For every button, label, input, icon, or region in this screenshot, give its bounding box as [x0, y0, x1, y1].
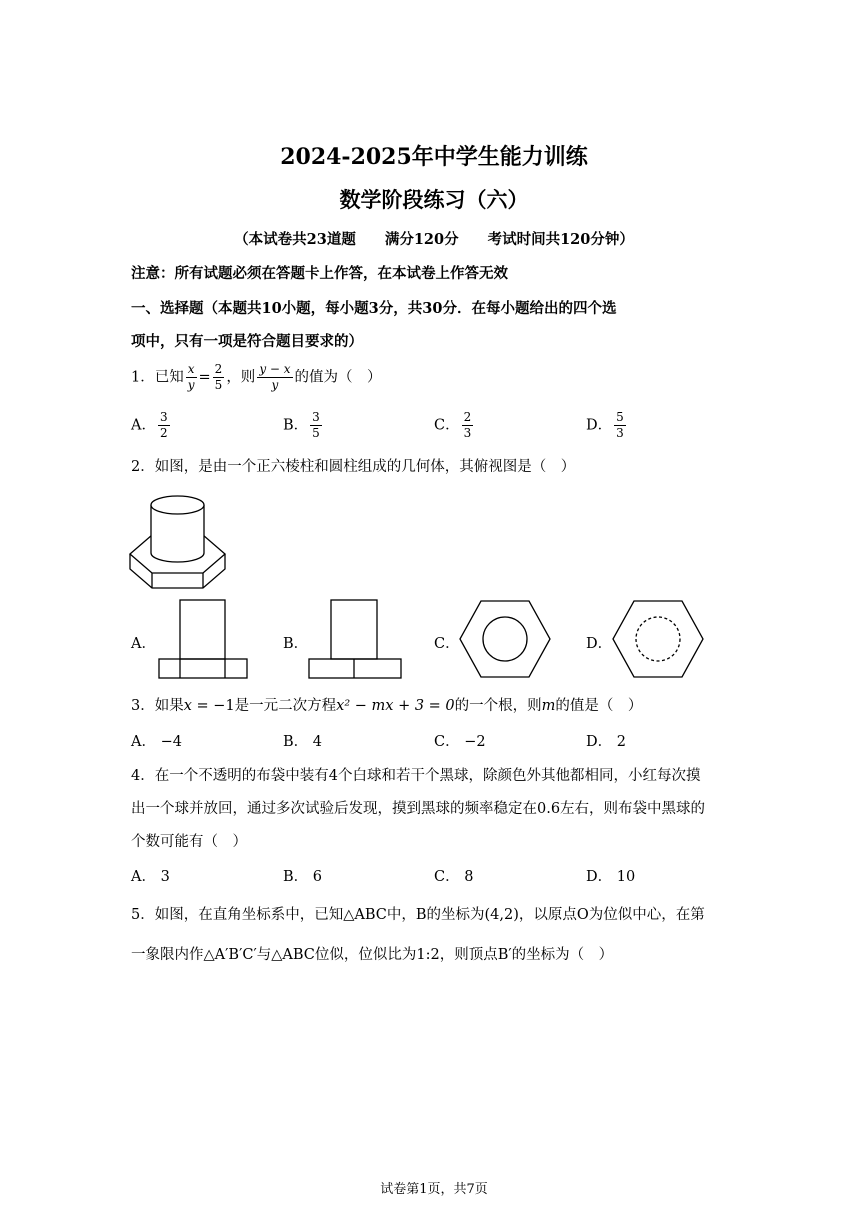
q1-option-c-label: C． [434, 417, 460, 434]
question-3 [131, 694, 642, 715]
q3-var-x: x [183, 698, 192, 714]
section-heading-line1: 一、选择题（本题共10小题，每小题3分，共30分．在每小题给出的四个选 [131, 300, 617, 317]
exam-subtitle: 数学阶段练习（六） [339, 187, 529, 212]
q1-mid: ，则 [226, 369, 256, 386]
q3-option-d-value: 2 [616, 734, 626, 750]
q3-option-c[interactable] [434, 730, 486, 751]
q1-frac-2 [213, 362, 225, 393]
q1-frac-1 [186, 362, 197, 393]
q3-part-1: 3．如果 [131, 698, 184, 714]
q1-option-d[interactable] [586, 410, 628, 441]
q1-option-a-num: 3 [159, 410, 168, 424]
q1-option-c-frac [462, 410, 474, 441]
q3-option-c-value: −2 [464, 734, 486, 750]
q2-option-a-figure[interactable] [158, 598, 248, 680]
q3-option-d-label: D． [586, 734, 613, 750]
q1-frac-3-den: y [271, 378, 279, 392]
q3-option-a[interactable] [131, 730, 182, 751]
q1-eq: = [198, 369, 211, 386]
q1-option-a-frac [158, 410, 170, 441]
exam-info: （本试卷共23道题 满分120分 考试时间共120分钟） [234, 231, 634, 248]
q4-option-d[interactable] [586, 865, 635, 886]
q1-option-b-label: B． [283, 417, 309, 434]
q1-frac-1-den: y [187, 378, 195, 392]
q1-option-a[interactable] [131, 410, 172, 441]
q1-option-c-num: 2 [463, 410, 472, 424]
question-1 [131, 362, 382, 393]
q1-option-d-num: 5 [616, 410, 624, 424]
q4-option-c-value: 8 [464, 869, 474, 885]
q2-option-d-figure[interactable] [611, 598, 705, 680]
q1-option-c-den: 3 [463, 426, 472, 440]
hex-prism-cylinder-figure [128, 485, 228, 590]
q1-frac-1-num: x [187, 362, 195, 376]
section-heading-line2: 项中，只有一项是符合题目要求的） [131, 333, 363, 350]
question-4-line-3: 个数可能有（ ） [131, 834, 247, 850]
q4-option-c-label: C． [434, 869, 460, 885]
q3-option-a-value: −4 [160, 734, 182, 750]
q4-option-a-label: A． [131, 869, 156, 885]
q3-equation: x² − mx + 3 = 0 [336, 698, 455, 714]
q4-option-b-label: B． [283, 869, 309, 885]
q2-option-c[interactable]: C． [434, 636, 460, 652]
q4-option-a[interactable] [131, 865, 170, 886]
q2-option-b[interactable]: B． [283, 636, 309, 652]
q3-option-a-label: A． [131, 734, 156, 750]
q2-option-b-figure[interactable] [308, 598, 402, 680]
q1-option-a-den: 2 [159, 426, 168, 440]
q3-option-d[interactable] [586, 730, 626, 751]
q1-option-b-num: 3 [312, 410, 320, 424]
q1-frac-2-den: 5 [214, 378, 223, 392]
notice: 注意：所有试题必须在答题卡上作答，在本试卷上作答无效 [131, 265, 508, 282]
q1-option-d-label: D． [586, 417, 613, 434]
q1-frac-3 [257, 362, 292, 393]
q1-option-d-den: 3 [616, 426, 624, 440]
q1-option-b[interactable] [283, 410, 324, 441]
page-footer: 试卷第1页，共7页 [380, 1182, 488, 1197]
q4-option-a-value: 3 [160, 869, 170, 885]
q4-option-c[interactable] [434, 865, 473, 886]
q3-part-3: 的一个根，则 [454, 698, 542, 714]
question-4-line-2: 出一个球并放回，通过多次试验后发现，摸到黑球的频率稳定在0.6左右，则布袋中黑球的 [131, 801, 706, 817]
exam-title: 2024-2025年中学生能力训练 [280, 144, 588, 170]
q4-option-b[interactable] [283, 865, 322, 886]
q1-suffix: 的值为（ ） [294, 369, 382, 386]
q2-option-d[interactable]: D． [586, 636, 613, 652]
q3-option-b-label: B． [283, 734, 309, 750]
q1-frac-3-num: y − x [259, 362, 291, 376]
q4-option-d-value: 10 [616, 869, 636, 885]
q3-option-c-label: C． [434, 734, 460, 750]
q1-option-c[interactable] [434, 410, 475, 441]
q1-option-a-label: A． [131, 417, 156, 434]
q4-option-b-value: 6 [312, 869, 322, 885]
q1-option-b-den: 5 [312, 426, 320, 440]
q4-option-d-label: D． [586, 869, 613, 885]
q3-part-4: 的值是（ ） [555, 698, 643, 714]
question-2: 2．如图，是由一个正六棱柱和圆柱组成的几何体，其俯视图是（ ） [131, 459, 576, 475]
question-5-line-1: 5．如图，在直角坐标系中，已知△ABC中，B的坐标为(4,2)，以原点O为位似中心，在第 [131, 907, 705, 923]
q3-part-2: 是一元二次方程 [234, 698, 337, 714]
q2-option-a[interactable]: A． [131, 636, 156, 652]
q3-eq: = −1 [191, 698, 235, 714]
question-5-line-2: 一象限内作△A′B′C′与△ABC位似，位似比为1:2，则顶点B′的坐标为（ ） [131, 947, 614, 963]
q1-option-b-frac [310, 410, 322, 441]
q1-prefix: 1．已知 [131, 369, 184, 386]
q3-option-b[interactable] [283, 730, 322, 751]
q1-frac-2-num: 2 [214, 362, 223, 376]
q1-option-d-frac [614, 410, 626, 441]
q3-option-b-value: 4 [312, 734, 322, 750]
q2-option-c-figure[interactable] [458, 598, 552, 680]
q3-var-m: m [541, 698, 556, 714]
question-4-line-1: 4．在一个不透明的布袋中装有4个白球和若干个黑球，除颜色外其他都相同，小红每次摸 [131, 768, 701, 784]
